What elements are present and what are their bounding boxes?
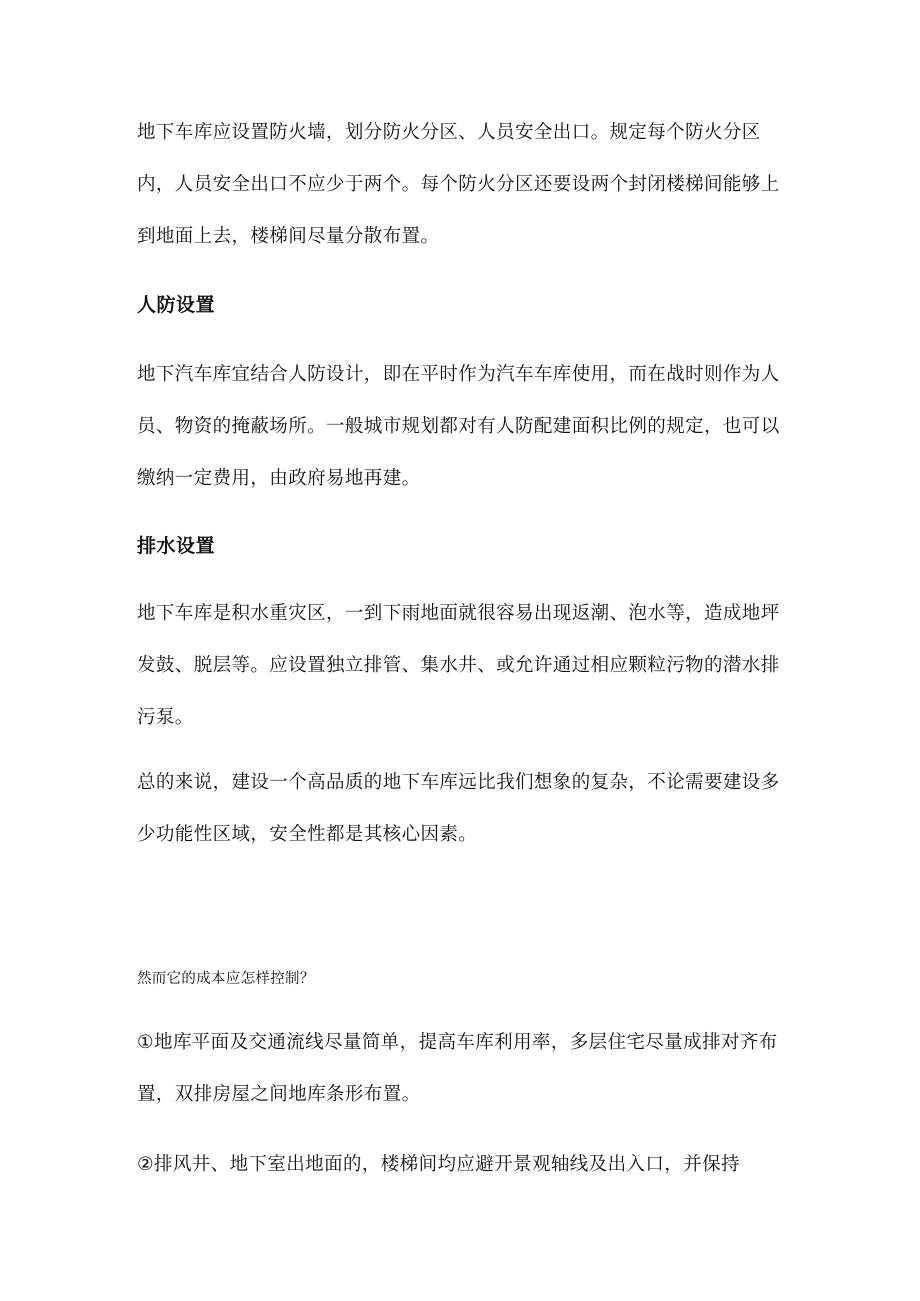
paragraph-civil-defense: 地下汽车库宜结合人防设计，即在平时作为汽车车库使用，而在战时则作为人员、物资的掩蔽场所。一般城市规划都对有人防配建面积比例的规定，也可以缴纳一定费用，由政府易地再建。 [137, 364, 780, 489]
paragraph-drainage: 地下车库是积水重灾区，一到下雨地面就很容易出现返潮、泡水等，造成地坪发鼓、脱层等。应设置独立排管、集水井、或允许通过相应颗粒污物的潜水排污泵。 [137, 603, 780, 728]
paragraph-summary: 总的来说，建设一个高品质的地下车库远比我们想象的复杂，不论需要建设多少功能性区域，安全性都是其核心因素。 [137, 772, 780, 845]
heading-drainage: 排水设置 [137, 535, 216, 557]
heading-civil-defense: 人防设置 [137, 294, 216, 316]
cost-control-question: 然而它的成本应怎样控制？ [137, 971, 315, 987]
list-item-2: ②排风井、地下室出地面的，楼梯间均应避开景观轴线及出入口，并保持 [137, 1154, 740, 1175]
list-item-1: ①地库平面及交通流线尽量简单，提高车库利用率，多层住宅尽量成排对齐布置，双排房屋之间地库条形布置。 [137, 1032, 778, 1105]
paragraph-fire-safety: 地下车库应设置防火墙，划分防火分区、人员安全出口。规定每个防火分区内，人员安全出口不应少于两个。每个防火分区还要设两个封闭楼梯间能够上到地面上去，楼梯间尽量分散布置。 [137, 122, 780, 247]
